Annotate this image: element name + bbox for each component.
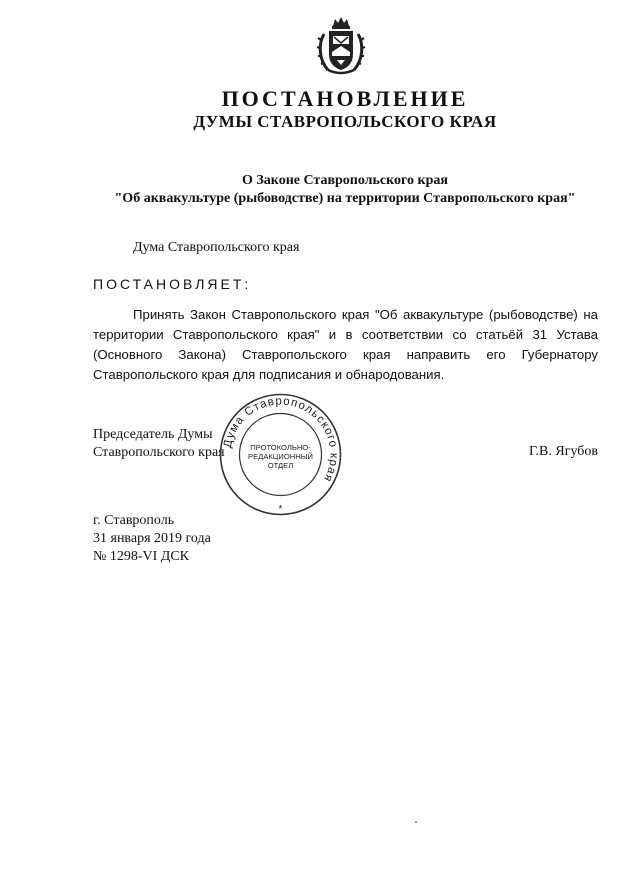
document-subject bbox=[0, 172, 640, 208]
sender-text: Дума Ставропольского края bbox=[133, 240, 300, 255]
footer-number: № 1298-VI ДСК bbox=[93, 549, 190, 564]
resolution-body: Принять Закон Ставропольского края "Об аквакультуре (рыбоводстве) на территории Ставропольского края" и в соответствии со статьёй 31 Устава (Основного Закона) Ставропольского края направить его Губернатору Ставропольского края для подписания и обнародования. bbox=[93, 307, 598, 382]
signatory-name: Г.В. Ягубов bbox=[529, 444, 598, 459]
stamp-center-line-3: ОТДЕЛ bbox=[267, 461, 294, 470]
resolves-heading: ПОСТАНОВЛЯЕТ: bbox=[93, 276, 252, 292]
official-stamp bbox=[218, 392, 343, 517]
stamp-star: * bbox=[278, 504, 283, 515]
signatory-title-line-1: Председатель Думы bbox=[93, 427, 213, 442]
document-subtitle: ДУМЫ СТАВРОПОЛЬСКОГО КРАЯ bbox=[193, 112, 497, 131]
footer-date: 31 января 2019 года bbox=[93, 531, 211, 546]
subject-line-2: "Об аквакультуре (рыбоводстве) на территории Ставропольского края" bbox=[114, 191, 576, 206]
footer-city: г. Ставрополь bbox=[93, 513, 175, 528]
signatory-title bbox=[93, 426, 225, 462]
signatory-title-line-2: Ставропольского края bbox=[93, 445, 225, 460]
stamp-center-line-1: ПРОТОКОЛЬНО- bbox=[250, 443, 311, 452]
stamp-center-line-2: РЕДАКЦИОННЫЙ bbox=[248, 452, 313, 461]
document-footer bbox=[93, 512, 211, 566]
subject-line-1: О Законе Ставропольского края bbox=[242, 173, 448, 188]
coat-of-arms-emblem bbox=[316, 16, 366, 78]
scan-speck bbox=[415, 821, 417, 823]
document-title: ПОСТАНОВЛЕНИЕ bbox=[221, 86, 469, 111]
stamp-ring-text: Дума Ставропольского края bbox=[221, 395, 340, 485]
